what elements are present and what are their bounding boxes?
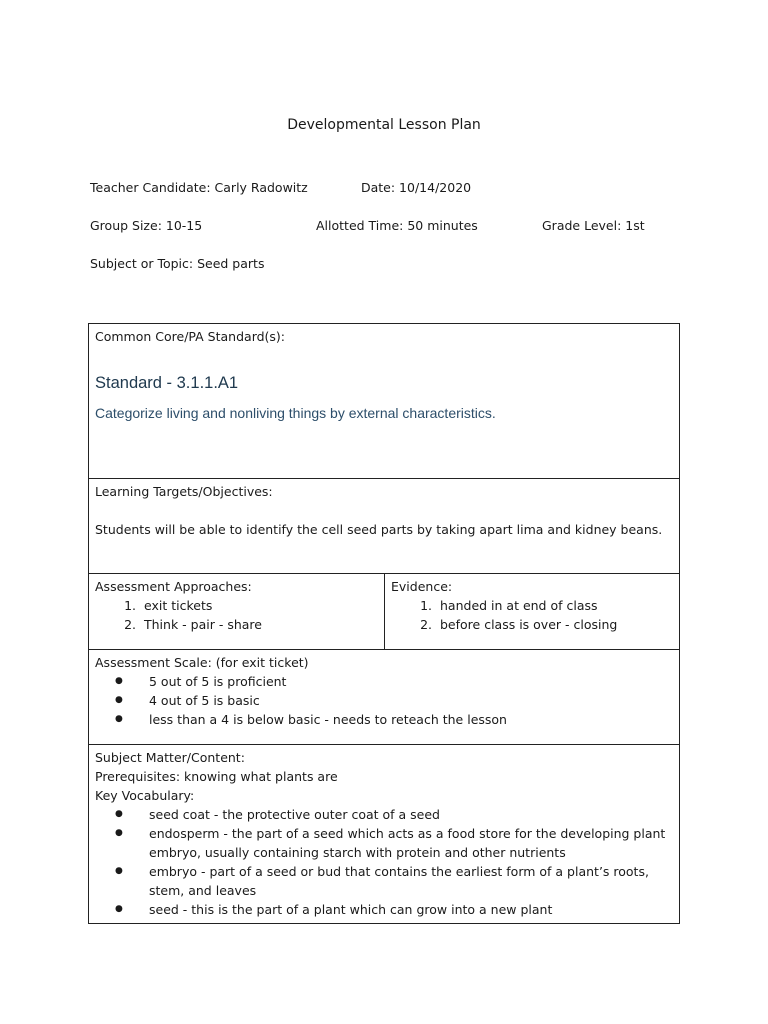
subject-topic: Subject or Topic: Seed parts xyxy=(90,256,265,271)
list-item: ● less than a 4 is below basic - needs to reteach the lesson xyxy=(140,710,673,729)
group-size: Group Size: 10-15 xyxy=(90,218,203,233)
grade-level: Grade Level: 1st xyxy=(542,218,645,233)
allotted-time: Allotted Time: 50 minutes xyxy=(316,218,478,233)
list-item: ● endosperm - the part of a seed which acts as a food store for the developing plant embryo, usually containing starch with protein and other nutrients xyxy=(140,824,673,862)
prerequisites-text: Prerequisites: knowing what plants are xyxy=(95,769,338,784)
standard-heading: Standard - 3.1.1.A1 xyxy=(95,374,239,392)
assessment-list xyxy=(95,596,378,634)
assessment-scale-label: Assessment Scale: (for exit ticket) xyxy=(95,655,309,670)
vocabulary-list xyxy=(95,805,673,919)
vocabulary-label: Key Vocabulary: xyxy=(95,788,195,803)
objectives-label: Learning Targets/Objectives: xyxy=(95,484,273,499)
teacher-candidate: Teacher Candidate: Carly Radowitz xyxy=(90,180,308,195)
assessment-cell xyxy=(89,574,385,650)
standards-label: Common Core/PA Standard(s): xyxy=(95,329,286,344)
list-item: ● seed coat - the protective outer coat of a seed xyxy=(140,805,673,824)
objectives-text: Students will be able to identify the cell seed parts by taking apart lima and kidney beans. xyxy=(95,522,663,537)
list-item: 1. handed in at end of class xyxy=(436,596,673,615)
content-cell xyxy=(89,745,680,924)
standard-description: Categorize living and nonliving things by external characteristics. xyxy=(95,405,496,421)
evidence-cell xyxy=(385,574,680,650)
list-item: 2. Think - pair - share xyxy=(140,615,378,634)
list-item: ● 4 out of 5 is basic xyxy=(140,691,673,710)
evidence-list xyxy=(391,596,673,634)
content-label: Subject Matter/Content: xyxy=(95,750,245,765)
list-item: ● embryo - part of a seed or bud that contains the earliest form of a plant’s roots, stem, and leaves xyxy=(140,862,673,900)
lesson-date: Date: 10/14/2020 xyxy=(361,180,472,195)
evidence-label: Evidence: xyxy=(391,579,453,594)
assessment-scale-cell xyxy=(89,650,680,745)
list-item: 1. exit tickets xyxy=(140,596,378,615)
list-item: ● seed - this is the part of a plant which can grow into a new plant xyxy=(140,900,673,919)
assessment-scale-list xyxy=(95,672,673,729)
page-title: Developmental Lesson Plan xyxy=(287,117,481,133)
standards-cell xyxy=(89,324,680,479)
assessment-label: Assessment Approaches: xyxy=(95,579,252,594)
list-item: ● 5 out of 5 is proficient xyxy=(140,672,673,691)
objectives-cell xyxy=(89,479,680,574)
lesson-plan-table xyxy=(88,323,680,924)
list-item: 2. before class is over - closing xyxy=(436,615,673,634)
